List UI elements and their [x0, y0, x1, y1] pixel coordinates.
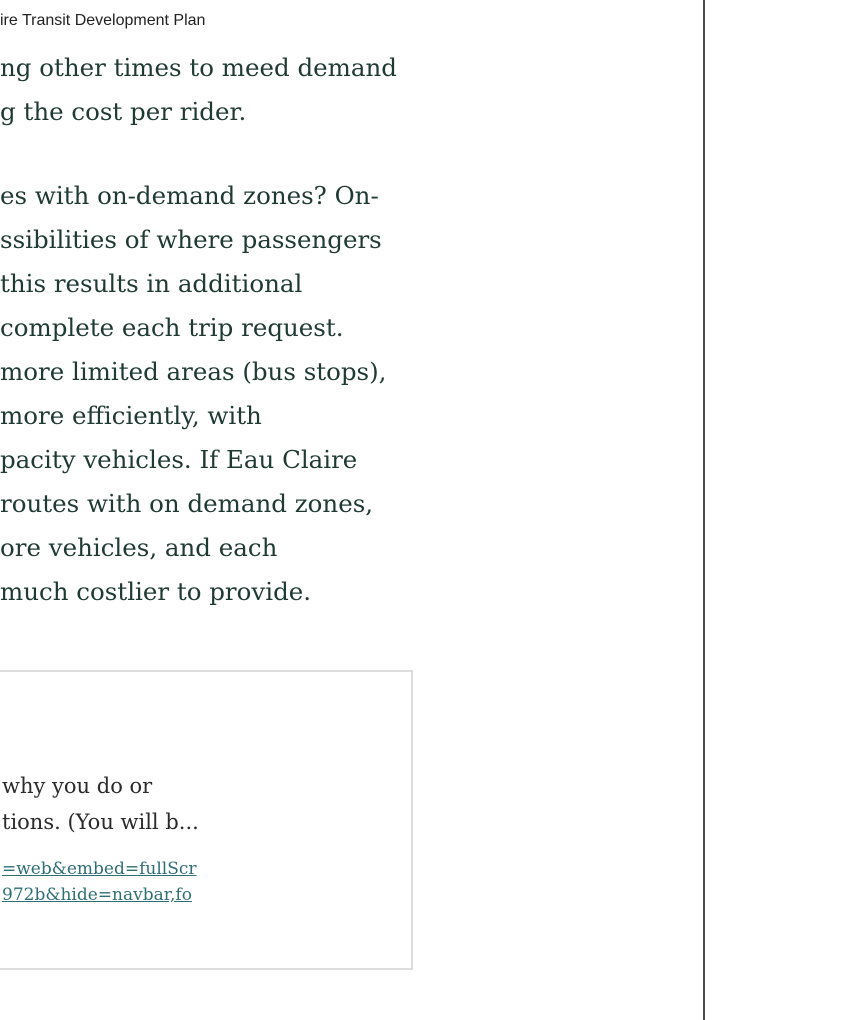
body-line: ng other times to meed demand [0, 53, 397, 82]
body-line: this results in additional [0, 269, 303, 298]
body-line: routes with on demand zones, [0, 489, 374, 518]
body-line: much costlier to provide. [0, 577, 312, 606]
embed-description [2, 768, 199, 840]
embed-description-line: tions. (You will b... [2, 810, 199, 834]
article-body [0, 46, 420, 614]
embed-url [2, 856, 197, 908]
embed-url-link[interactable]: =web&embed=fullScr [2, 859, 197, 879]
embed-url-link[interactable]: 972b&hide=navbar,fo [2, 885, 192, 905]
body-line: g the cost per rider. [0, 97, 247, 126]
embed-description-line: why you do or [2, 774, 153, 798]
document-header-title: ire Transit Development Plan [0, 12, 206, 29]
page-divider [703, 0, 705, 1020]
body-line: es with on-demand zones? On- [0, 181, 379, 210]
embed-preview-card[interactable] [0, 670, 413, 970]
body-line: more limited areas (bus stops), [0, 357, 387, 386]
body-line: ore vehicles, and each [0, 533, 278, 562]
body-line: complete each trip request. [0, 313, 344, 342]
body-line: more efficiently, with [0, 401, 262, 430]
paragraph-gap [0, 134, 420, 174]
body-line: pacity vehicles. If Eau Claire [0, 445, 358, 474]
body-line: ssibilities of where passengers [0, 225, 382, 254]
